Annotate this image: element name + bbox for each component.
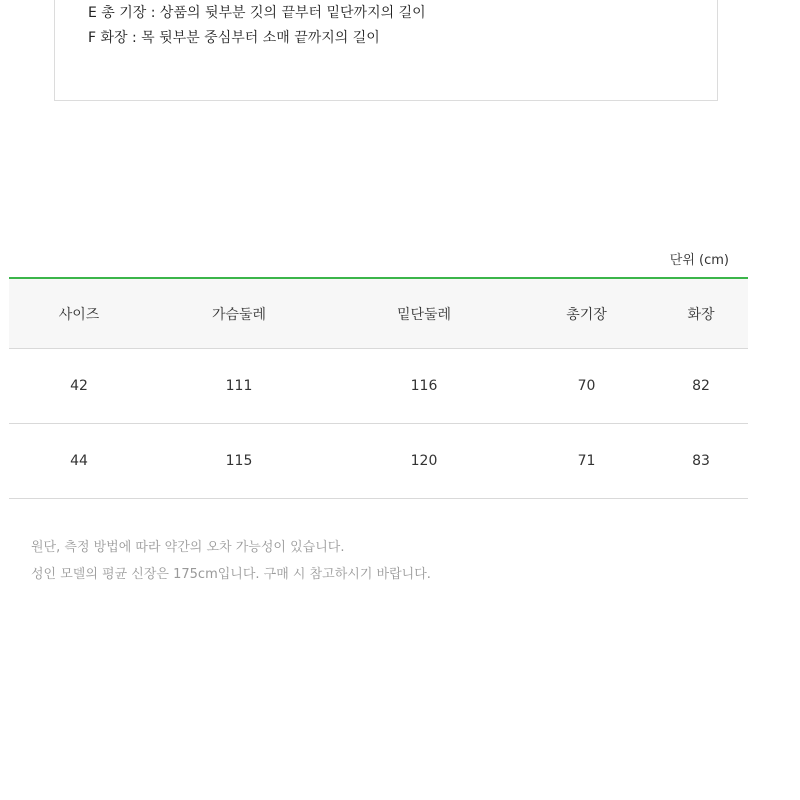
cell-chest: 111 — [149, 349, 329, 424]
size-table — [9, 277, 748, 499]
cell-hem: 120 — [329, 424, 519, 499]
table-row — [9, 349, 748, 424]
cell-total-length: 71 — [519, 424, 654, 499]
header-total-length: 총기장 — [519, 278, 654, 349]
guide-line-total-length: E 총 기장 : 상품의 뒷부분 깃의 끝부터 밑단까지의 길이 — [88, 5, 426, 21]
header-size: 사이즈 — [9, 278, 149, 349]
cell-sleeve: 83 — [654, 424, 748, 499]
cell-size: 42 — [9, 349, 149, 424]
cell-hem: 116 — [329, 349, 519, 424]
unit-label: 단위 (cm) — [669, 253, 729, 268]
header-sleeve: 화장 — [654, 278, 748, 349]
cell-total-length: 70 — [519, 349, 654, 424]
cell-sleeve: 82 — [654, 349, 748, 424]
header-chest: 가슴둘레 — [149, 278, 329, 349]
guide-line-sleeve-length: F 화장 : 목 뒷부분 중심부터 소매 끝까지의 길이 — [88, 30, 380, 46]
cell-chest: 115 — [149, 424, 329, 499]
note-tolerance: 원단, 측정 방법에 따라 약간의 오차 가능성이 있습니다. — [31, 540, 345, 555]
note-model-height: 성인 모델의 평균 신장은 175cm입니다. 구매 시 참고하시기 바랍니다. — [31, 567, 431, 582]
cell-size: 44 — [9, 424, 149, 499]
header-hem: 밑단둘레 — [329, 278, 519, 349]
table-header-row — [9, 278, 748, 349]
table-row — [9, 424, 748, 499]
